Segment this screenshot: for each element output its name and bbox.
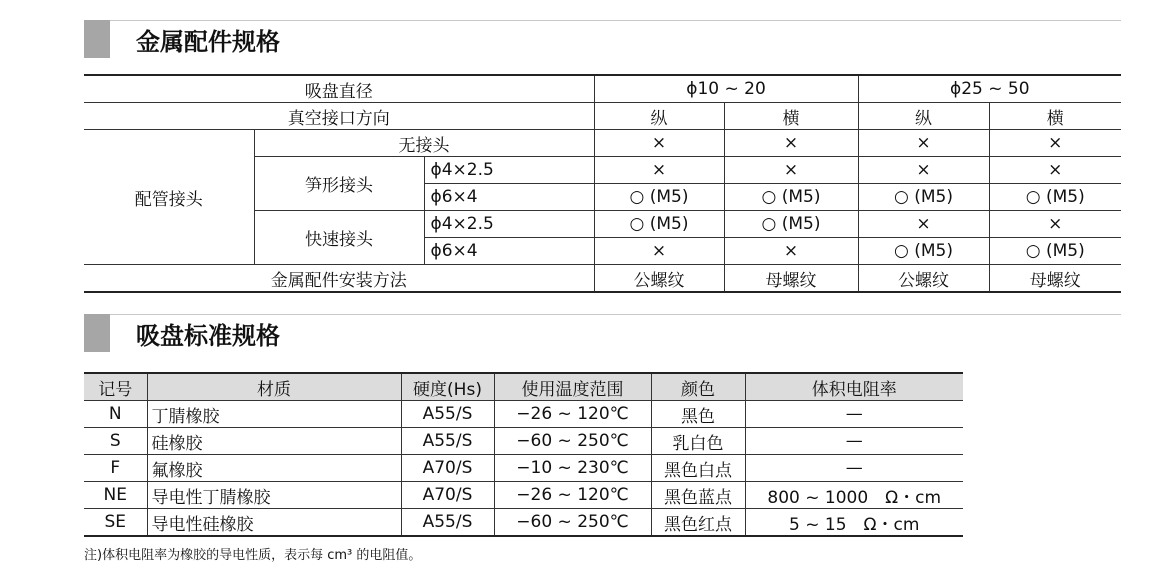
table-cell: ○ (M5) [724, 184, 858, 211]
table-cell: × [594, 238, 724, 265]
table-cell: × [724, 157, 858, 184]
symbol-cell: SE [84, 509, 147, 537]
table-cell: × [858, 157, 989, 184]
symbol-cell: S [84, 428, 147, 455]
material-cell: 导电性丁腈橡胶 [147, 482, 401, 509]
range-header: ϕ10 ~ 20 [594, 75, 858, 103]
table-row [84, 75, 1121, 103]
section-title: 金属配件规格 [136, 28, 280, 56]
section-title: 吸盘标准规格 [136, 322, 280, 350]
table-cell: ○ (M5) [594, 184, 724, 211]
size-cell: ϕ4×2.5 [424, 211, 594, 238]
table-cell: × [989, 157, 1121, 184]
table-cell: 黑色 [651, 401, 745, 428]
size-cell: ϕ6×4 [424, 184, 594, 211]
column-header: 材质 [147, 373, 401, 401]
table-cell: — [745, 455, 963, 482]
table-cell: 母螺纹 [724, 265, 858, 293]
symbol-cell: F [84, 455, 147, 482]
table-cell: ○ (M5) [858, 238, 989, 265]
table-cell: ○ (M5) [989, 184, 1121, 211]
table-cell: A55/S [401, 509, 494, 537]
table-cell: — [745, 428, 963, 455]
table-cell: × [724, 238, 858, 265]
diameter-label: 吸盘直径 [304, 81, 373, 102]
size-cell: ϕ4×2.5 [424, 157, 594, 184]
table-cell: 纵 [858, 103, 989, 130]
table-cell: × [858, 211, 989, 238]
section-marker [84, 314, 110, 352]
table-header-row [84, 373, 963, 401]
material-cell: 硅橡胶 [147, 428, 401, 455]
table-cell: — [745, 401, 963, 428]
table-cell: 横 [724, 103, 858, 130]
symbol-cell: NE [84, 482, 147, 509]
mount-label: 金属配件安装方法 [84, 265, 594, 293]
table-cell: ○ (M5) [989, 238, 1121, 265]
table-cell: ○ (M5) [724, 211, 858, 238]
quick-fitting-label: 快速接头 [254, 211, 424, 265]
table-cell: 乳白色 [651, 428, 745, 455]
table-cell: × [724, 130, 858, 157]
table-cell: 黑色红点 [651, 509, 745, 537]
table-cell: × [989, 130, 1121, 157]
column-header: 体积电阻率 [745, 373, 963, 401]
table-cell: × [594, 130, 724, 157]
table-cell: −60 ~ 250℃ [494, 428, 651, 455]
symbol-cell: N [84, 401, 147, 428]
section-marker [84, 20, 110, 58]
table-cell: 5 ~ 15 Ω・cm [745, 509, 963, 537]
table-cell: 公螺纹 [858, 265, 989, 293]
table-cell: 公螺纹 [594, 265, 724, 293]
fittings-spec-table [84, 74, 1121, 293]
table-cell: A70/S [401, 482, 494, 509]
table-cell: −10 ~ 230℃ [494, 455, 651, 482]
table-cell: 母螺纹 [989, 265, 1121, 293]
table-row [84, 482, 963, 509]
column-header: 硬度(Hs) [401, 373, 494, 401]
column-header: 记号 [84, 373, 147, 401]
range-header: ϕ25 ~ 50 [858, 75, 1121, 103]
section-divider [110, 314, 1121, 315]
pad-spec-table [84, 372, 963, 537]
table-row [84, 265, 1121, 293]
table-cell: 纵 [594, 103, 724, 130]
table-cell: ○ (M5) [594, 211, 724, 238]
table-cell: A70/S [401, 455, 494, 482]
section-divider [110, 20, 1121, 21]
barb-fitting-label: 笋形接头 [254, 157, 424, 211]
table-cell: 800 ~ 1000 Ω・cm [745, 482, 963, 509]
material-cell: 丁腈橡胶 [147, 401, 401, 428]
table-cell: 黑色蓝点 [651, 482, 745, 509]
column-header: 颜色 [651, 373, 745, 401]
column-header: 使用温度范围 [494, 373, 651, 401]
table-row [84, 103, 1121, 130]
table-row [84, 509, 963, 537]
size-cell: ϕ6×4 [424, 238, 594, 265]
table-cell: −26 ~ 120℃ [494, 482, 651, 509]
no-fitting-label: 无接头 [254, 130, 594, 157]
table-row [84, 455, 963, 482]
table-cell: −26 ~ 120℃ [494, 401, 651, 428]
table-cell: ○ (M5) [858, 184, 989, 211]
table-cell: × [858, 130, 989, 157]
footnote: 注)体积电阻率为橡胶的导电性质，表示每 cm³ 的电阻值。 [84, 548, 422, 563]
direction-label: 真空接口方向 [84, 103, 594, 130]
table-row [84, 401, 963, 428]
table-cell: × [989, 211, 1121, 238]
material-cell: 导电性硅橡胶 [147, 509, 401, 537]
table-cell: 黑色白点 [651, 455, 745, 482]
table-cell: 横 [989, 103, 1121, 130]
table-row [84, 428, 963, 455]
table-cell: A55/S [401, 428, 494, 455]
table-cell: A55/S [401, 401, 494, 428]
table-cell: × [594, 157, 724, 184]
material-cell: 氟橡胶 [147, 455, 401, 482]
piping-label: 配管接头 [84, 130, 254, 265]
table-cell: −60 ~ 250℃ [494, 509, 651, 537]
table-row [84, 130, 1121, 157]
